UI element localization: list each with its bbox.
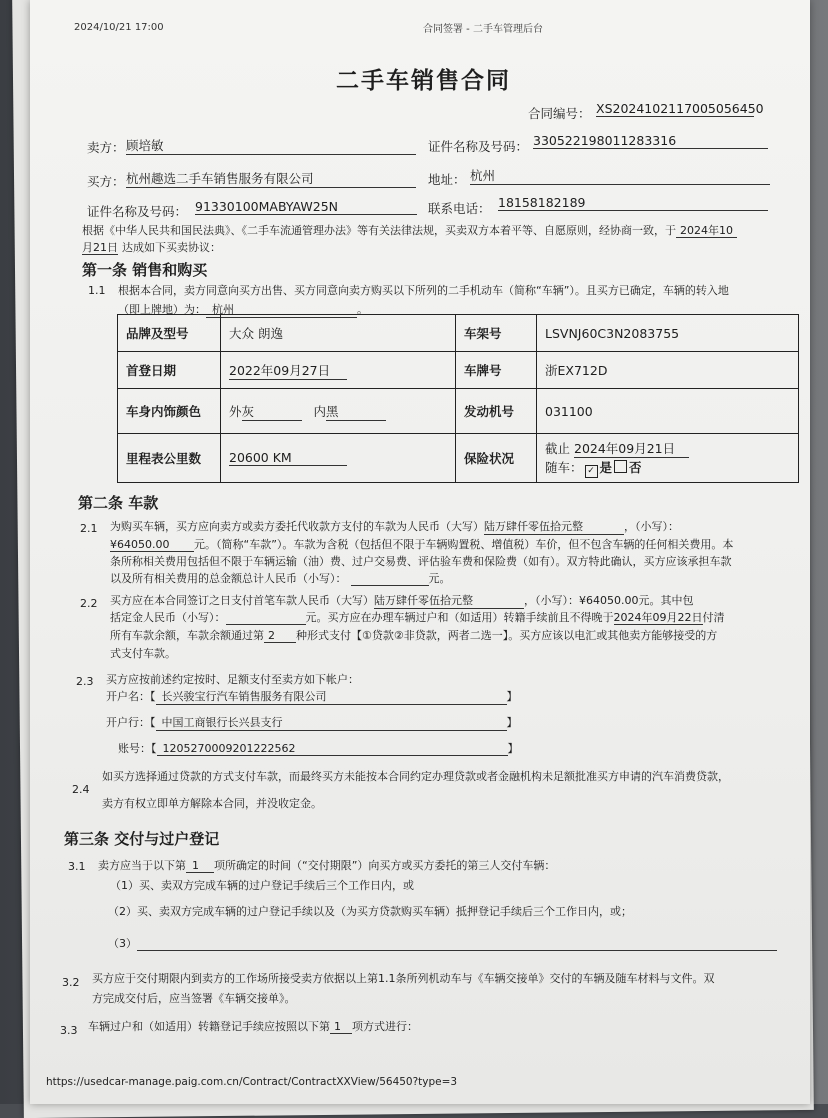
article-3-heading: 第三条 交付与过户登记 (64, 830, 220, 848)
plate-label: 车牌号 (456, 352, 537, 389)
clause-1-1-num: 1.1 (88, 284, 106, 297)
clause-1-1-text2: （即上牌地）为： 杭州 。 (118, 303, 368, 316)
reg-date-cell (221, 352, 456, 389)
exterior-color: 灰 (242, 402, 302, 421)
preamble-date-1: 2024年10 (676, 224, 737, 238)
mileage-value: 20600 KM (229, 450, 347, 466)
clause-2-2-line4: 式支付车款。 (110, 647, 176, 660)
buyer-label: 买方： (87, 174, 125, 189)
vehicle-info-table (117, 314, 799, 483)
clause-2-2-num: 2.2 (80, 597, 98, 610)
clause-2-3-text: 买方应按前述约定按时、足额支付至卖方如下帐户： (106, 673, 359, 686)
engine-label: 发动机号 (456, 389, 537, 434)
phone-value: 18158182189 (498, 195, 768, 211)
mileage-label: 里程表公里数 (118, 434, 221, 483)
clause-3-1-option1: （1）买、卖双方完成车辆的过户登记手续后三个工作日内，或 (110, 879, 414, 892)
clause-2-4-line1: 如买方选择通过贷款的方式支付车款，而最终买方未能按本合同约定办理贷款或者金融机构未足额批准买方申请的汽车消费贷款， (102, 770, 729, 783)
clause-3-1-option2: （2）买、卖双方完成车辆的过户登记手续以及（为买方贷款购买车辆）抵押登记手续后三个工作日内，或； (108, 905, 632, 918)
print-datetime: 2024/10/21 17:00 (74, 22, 164, 33)
article-2-heading: 第二条 车款 (78, 494, 159, 512)
brand-value: 大众 朗逸 (221, 315, 456, 352)
buyer-name: 杭州趣选二手车销售服务有限公司 (126, 169, 416, 188)
preamble-date-2: 月21日 (82, 241, 118, 254)
mileage-cell (221, 434, 456, 483)
clause-3-1-num: 3.1 (68, 860, 86, 873)
clause-2-3-num: 2.3 (76, 675, 94, 688)
insurance-label: 保险状况 (456, 434, 537, 483)
engine-value: 031100 (537, 389, 799, 434)
clause-3-1-line1: 卖方应当于以下第 1 项所确定的时间（“交付期限”）向买方或买方委托的第三人交付车辆： (98, 859, 556, 872)
clause-2-1-line4: 以及所有相关费用的总金额总计人民币（小写）： 元。 (110, 572, 451, 585)
clause-2-1-line3: 条所称相关费用包括但不限于车辆运输（油）费、过户交易费、评估验车费和保险费（如有）。双方特此确认，买方应该承担车款 (110, 555, 732, 568)
transfer-location: 杭州 (206, 301, 357, 318)
reg-date-value: 2022年09月27日 (229, 361, 347, 380)
clause-3-2-num: 3.2 (62, 976, 80, 989)
seller-id-label: 证件名称及号码： (428, 139, 529, 154)
clause-3-1-option3: （3） (108, 935, 777, 951)
first-payment-amount: ¥64050.00 (579, 594, 639, 607)
insurance-expiry: 截止 2024年09月21日 (545, 439, 790, 458)
seller-id-value: 330522198011283316 (533, 133, 768, 149)
clause-2-2-line3: 所有车款余额，车款余额通过第 2 种形式支付【①贷款②非贷款，两者二选一】。买方应该以电汇或其他卖方能够接受的方 (110, 629, 718, 642)
color-cell: 外灰 内黑 (221, 389, 456, 434)
clause-3-3-num: 3.3 (60, 1024, 78, 1037)
seller-label: 卖方： (87, 140, 125, 155)
clause-2-4-line2: 卖方有权立即单方解除本合同，并没收定金。 (102, 797, 322, 810)
buyer-id-value: 91330100MABYAW25N (195, 199, 417, 215)
table-row (118, 434, 799, 483)
deposit-blank (226, 611, 306, 625)
account-no-row: 账号：【 1205270009201222562 】 (118, 742, 519, 755)
payment-method: 2 (264, 629, 296, 643)
yes-checkbox: ✓ (585, 465, 598, 478)
article-1-heading: 第一条 销售和购买 (82, 261, 208, 279)
print-site-title: 合同签署 - 二手车管理后台 (423, 24, 543, 35)
bank-row: 开户行：【 中国工商银行长兴县支行 】 (106, 716, 518, 729)
clause-2-2-line1: 买方应在本合同签订之日支付首笔车款人民币（大写）陆万肆仟零伍拾元整 ，（小写）：¥64050.00元。其中包 (110, 594, 694, 607)
plate-value: 浙EX712D (537, 352, 799, 389)
color-label: 车身内饰颜色 (118, 389, 221, 434)
clause-2-2-line2: 括定金人民币（小写）： 元。买方应在办理车辆过户和（如适用）转籍手续前且不得晚于2024年09月22日付清 (110, 611, 725, 624)
phone-label: 联系电话： (428, 201, 491, 216)
clause-1-1-text: 根据本合同，卖方同意向买方出售、买方同意向卖方购买以下所列的二手机动车（简称“车辆”）。且买方已确定，车辆的转入地 (118, 284, 729, 297)
reg-date-label: 首登日期 (118, 352, 221, 389)
account-name: 长兴骏宝行汽车销售服务有限公司 (156, 688, 507, 705)
contract-page (30, 0, 810, 1104)
with-car-row: 随车： ✓ 是 否 (545, 459, 642, 476)
balance-deadline: 2024年09月22日 (613, 611, 703, 624)
address-label: 地址： (428, 172, 466, 187)
clause-2-1-line1: 为购买车辆，买方应向卖方或卖方委托代收款方支付的车款为人民币（大写）陆万肆仟零伍拾元整 ，（小写）： (110, 520, 679, 533)
clause-3-3-text: 车辆过户和（如适用）转籍登记手续应按照以下第 1 项方式进行： (88, 1020, 418, 1033)
table-row (118, 389, 799, 434)
buyer-id-label: 证件名称及号码： (87, 204, 188, 219)
vin-value: LSVNJ60C3N2083755 (537, 315, 799, 352)
seller-name: 顾培敏 (126, 136, 416, 155)
price-words: 陆万肆仟零伍拾元整 (484, 518, 624, 535)
preamble-line1: 根据《中华人民共和国民法典》、《二手车流通管理办法》等有关法律法规，买卖双方本着平等、自愿原则，经协商一致，于 2024年10 (82, 222, 737, 238)
insurance-date: 2024年09月21日 (574, 439, 689, 458)
total-amount-blank (351, 572, 429, 586)
clause-2-1-line2: ¥64050.00 元。（简称“车款”）。车款为含税（包括但不限于车辆购置税、增值税）车价，但不包含车辆的任何相关费用。本 (110, 538, 734, 551)
contract-no-label: 合同编号： (528, 106, 591, 121)
clause-3-2-line2: 方完成交付后，应当签署《车辆交接单》。 (92, 992, 296, 1005)
preamble-line2: 月21日 达成如下买卖协议： (82, 241, 221, 254)
table-row (118, 352, 799, 389)
insurance-cell (537, 434, 799, 483)
clause-2-4-num: 2.4 (72, 783, 90, 796)
footer-url: https://usedcar-manage.paig.com.cn/Contract/ContractXXView/56450?type=3 (46, 1076, 458, 1088)
no-checkbox (614, 460, 627, 473)
contract-no: XS20241021170050564​50 (596, 101, 764, 116)
account-name-row: 开户名：【 长兴骏宝行汽车销售服务有限公司 】 (106, 690, 518, 703)
interior-color: 黑 (326, 402, 386, 421)
table-row (118, 315, 799, 352)
contract-title: 二手车销售合同 (336, 68, 511, 94)
address-value: 杭州 (470, 166, 770, 185)
first-payment-words: 陆万肆仟零伍拾元整 (374, 592, 524, 609)
vin-label: 车架号 (456, 315, 537, 352)
option3-blank (137, 937, 777, 951)
delivery-option: 1 (186, 859, 214, 873)
account-number: 1205270009201222562 (157, 742, 508, 756)
brand-label: 品牌及型号 (118, 315, 221, 352)
price-amount: ¥64050.00 (110, 538, 194, 552)
bank-name: 中国工商银行长兴县支行 (156, 714, 507, 731)
transfer-option: 1 (330, 1020, 352, 1034)
clause-3-2-line1: 买方应于交付期限内到卖方的工作场所接受卖方依据以上第1.1条所列机动车与《车辆交接单》交付的车辆及随车材料与文件。双 (92, 972, 715, 985)
clause-2-1-num: 2.1 (80, 522, 98, 535)
